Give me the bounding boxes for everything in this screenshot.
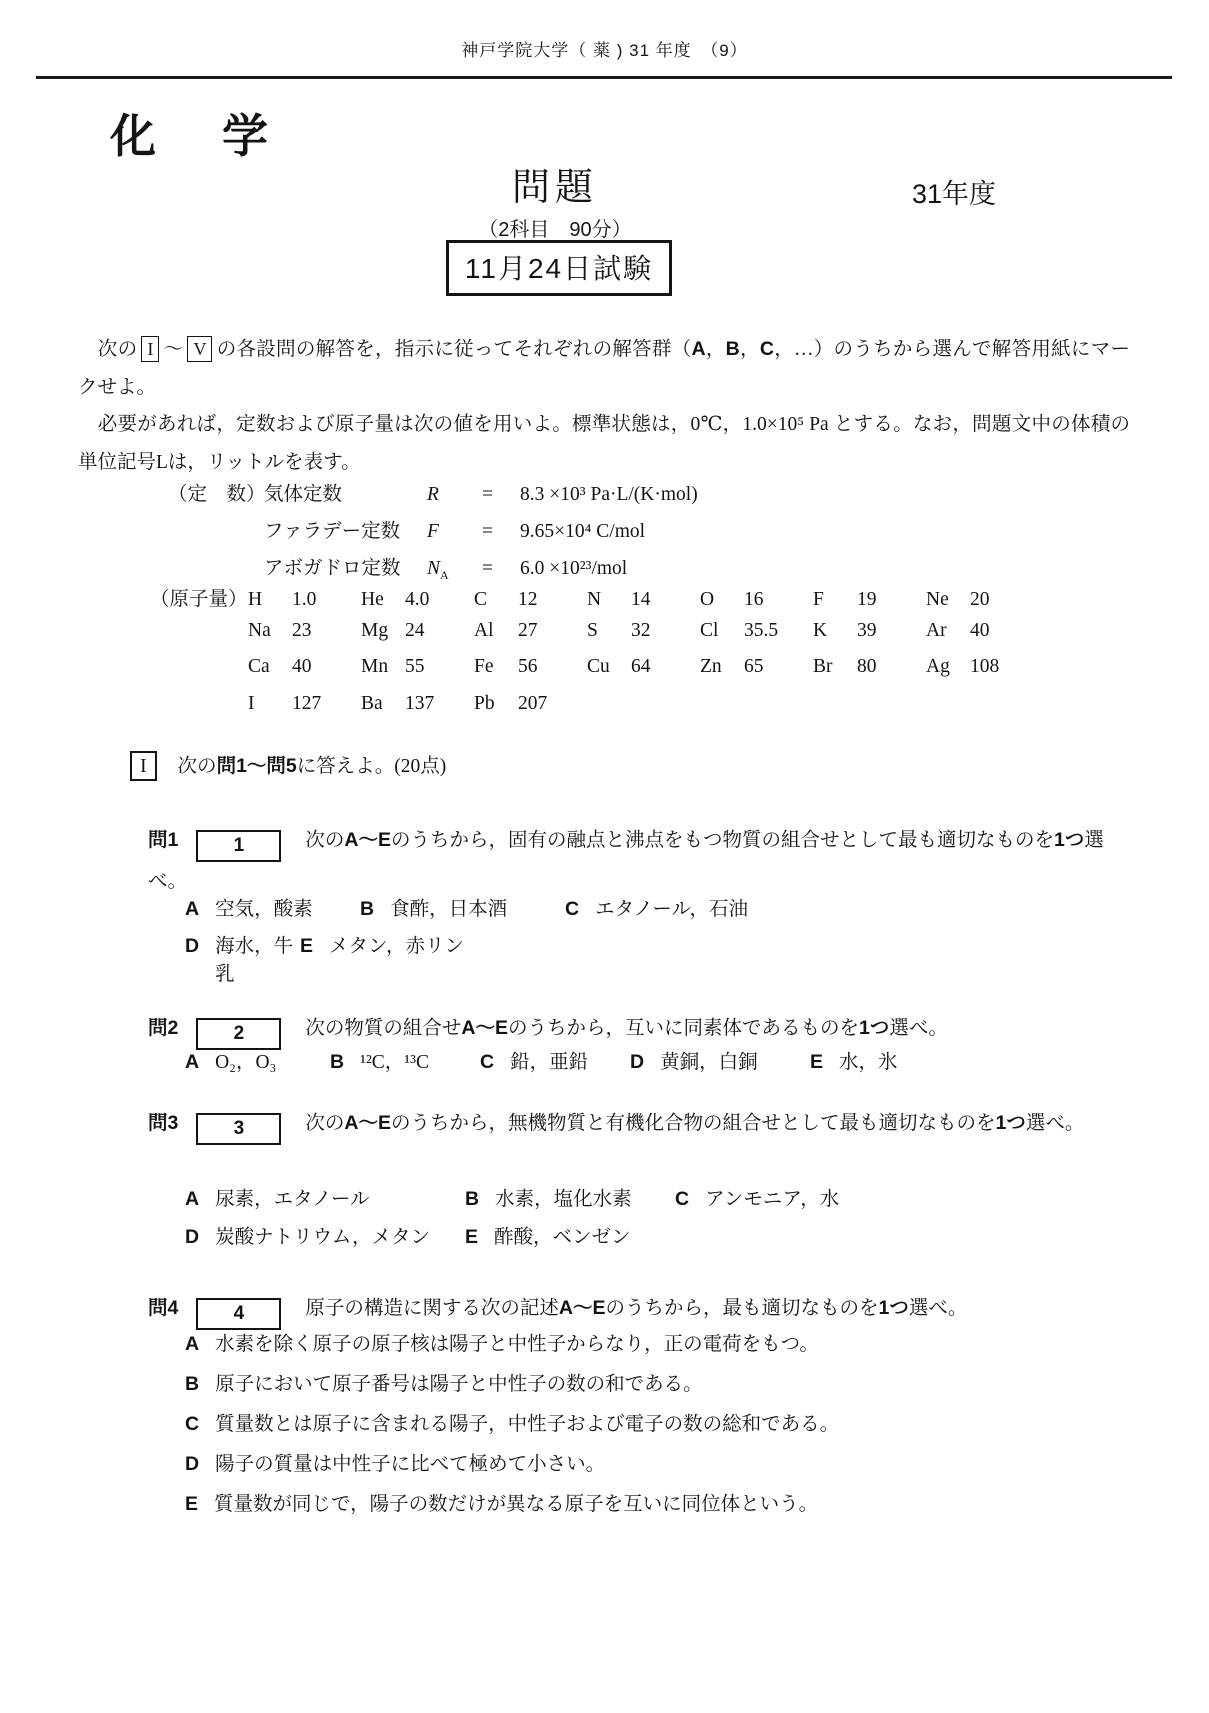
choice-key: C: [565, 898, 580, 920]
intro-paragraph-1: [78, 330, 1130, 407]
atomic-weights-label: （原子量）: [150, 589, 248, 610]
question-4: [148, 1288, 1104, 1330]
choice-key: C: [675, 1188, 690, 1210]
text-segment: A～E: [344, 829, 391, 851]
atomic-weight-cell: [361, 656, 474, 678]
atomic-weight-cell: [926, 589, 1039, 611]
text-segment: 1つ: [995, 1112, 1026, 1134]
constant-symbol-letter: F: [427, 521, 439, 542]
choice-key: B: [185, 1373, 200, 1395]
question-3-choices-row-2: [185, 1221, 631, 1249]
choice-key: E: [810, 1051, 824, 1073]
question-3-answer-number: 3: [233, 1118, 245, 1139]
choice-key: A: [185, 1051, 200, 1073]
atomic-weight-cell: [700, 589, 813, 611]
element-symbol: He: [361, 589, 384, 610]
choice-text: 空気，酸素: [215, 899, 313, 920]
date-box-wrap: [0, 240, 1118, 296]
choice-option: [480, 1046, 630, 1074]
subject-title: 化 学: [110, 110, 278, 162]
question-2-answer-number: 2: [233, 1023, 245, 1044]
section-1-heading: [130, 750, 446, 781]
constant-row: [168, 478, 698, 515]
choice-text: 水，氷: [839, 1052, 898, 1073]
element-symbol: Al: [474, 619, 494, 641]
constant-value: 9.65×10⁴ C/mol: [520, 521, 646, 542]
choice-text: 水素を除く原子の原子核は陽子と中性子からなり，正の電荷をもつ。: [215, 1334, 819, 1355]
text-segment: のうちから，互いに同素体であるものを: [507, 1018, 859, 1039]
text-segment: 原子の構造に関する次の記述: [305, 1298, 559, 1319]
choice-key: A: [185, 1188, 200, 1210]
question-3-answer-box: [196, 1113, 281, 1145]
element-weight: 16: [744, 589, 764, 610]
inline-numeral-box: I: [141, 336, 159, 362]
text-segment: 1つ: [878, 1297, 909, 1319]
atomic-weight-cell: [926, 656, 1039, 678]
question-4-answer-box: [196, 1298, 281, 1330]
element-weight: 56: [518, 656, 538, 677]
choice-text: 黄銅，白銅: [660, 1052, 758, 1073]
constant-symbol-sub: A: [440, 567, 449, 582]
choice-option: [185, 1221, 465, 1249]
question-2-label: 問2: [148, 1017, 179, 1039]
choice-text: メタン，赤リン: [329, 936, 464, 957]
atomic-weight-cell: [474, 589, 587, 611]
question-1-choices-row-2: [185, 930, 464, 986]
question-1: [148, 820, 1104, 902]
text-segment: 選べ。: [1025, 1113, 1085, 1134]
element-weight: 65: [744, 656, 764, 677]
text-segment: 1つ: [1053, 829, 1085, 851]
equals-sign: =: [482, 558, 493, 579]
choice-text: 水素，塩化水素: [495, 1189, 632, 1210]
element-weight: 20: [970, 589, 990, 610]
choice-text: 質量数とは原子に含まれる陽子，中性子および電子の数の総和である。: [215, 1414, 840, 1435]
element-symbol: F: [813, 589, 824, 610]
element-weight: 35.5: [744, 619, 779, 641]
atomic-weight-cell: [700, 620, 813, 642]
text-segment: 選べ。: [889, 1018, 948, 1039]
choice-text: 尿素，エタノール: [215, 1189, 370, 1210]
constant-symbol-letter: N: [427, 558, 441, 579]
choice-key: D: [185, 1453, 200, 1475]
choice-key: A: [185, 898, 200, 920]
choice-option: [630, 1046, 810, 1074]
element-weight: 64: [631, 656, 651, 677]
constants-block: [168, 478, 698, 589]
text-segment: ，: [739, 339, 760, 360]
time-info: （2科目 90分）: [478, 219, 632, 241]
element-symbol: Ca: [248, 656, 270, 677]
question-4-text: [305, 1298, 967, 1319]
text-segment: 次の: [177, 756, 217, 777]
element-weight: 127: [292, 692, 322, 714]
choice-text: ¹²C，¹³C: [360, 1052, 429, 1073]
atomic-weight-cell: [361, 620, 474, 642]
text-segment: A～E: [461, 1017, 508, 1039]
element-symbol: Ne: [926, 589, 949, 610]
constant-row: [168, 515, 698, 552]
element-weight: 39: [857, 619, 877, 641]
atomic-weight-cell: [474, 620, 587, 642]
choice-option: [185, 893, 360, 921]
choice-option: [465, 1221, 631, 1249]
atomic-weights-block: [150, 583, 1039, 729]
question-4-label: 問4: [148, 1297, 179, 1319]
element-weight: 12: [518, 589, 538, 610]
choice-text: 海水，牛乳: [215, 936, 294, 985]
element-symbol: Mn: [361, 656, 389, 677]
element-weight: 55: [405, 656, 425, 677]
atomic-weight-cell: [248, 620, 361, 642]
choice-text: 原子において原子番号は陽子と中性子の数の和である。: [215, 1374, 703, 1395]
question-3-label: 問3: [148, 1112, 179, 1134]
choice-key: D: [630, 1051, 645, 1073]
constants-label: （定 数）: [168, 484, 266, 505]
text-segment: 次の: [305, 1113, 345, 1134]
question-4-choices: [185, 1328, 839, 1528]
choice-text: 炭酸ナトリウム，メタン: [215, 1227, 430, 1248]
element-weight: 1.0: [292, 589, 317, 610]
constant-value: 8.3 ×10³ Pa·L/(K·mol): [520, 484, 698, 505]
choice-text: 食酢，日本酒: [390, 899, 508, 920]
atomic-weights-row: [150, 693, 1039, 730]
atomic-weight-cell: [926, 620, 1039, 642]
choice-text: 鉛，亜鉛: [510, 1052, 589, 1073]
constant-name: ファラデー定数: [264, 521, 401, 542]
atomic-weight-cell: [361, 589, 474, 611]
atomic-weight-cell: [248, 693, 361, 715]
choice-key: B: [360, 898, 375, 920]
atomic-weights-row: [150, 620, 1039, 657]
constant-name: 気体定数: [264, 484, 343, 505]
question-4-answer-number: 4: [233, 1303, 245, 1324]
atomic-weights-row: [150, 656, 1039, 693]
element-symbol: Cu: [587, 656, 610, 677]
element-weight: 80: [857, 656, 877, 677]
constant-symbol: [427, 558, 482, 583]
header-divider: [36, 76, 1172, 79]
choice-text: 陽子の質量は中性子に比べて極めて小さい。: [215, 1454, 606, 1475]
element-symbol: Ar: [926, 619, 947, 641]
text-segment: のうちから，最も適切なものを: [605, 1298, 879, 1319]
element-weight: 207: [518, 692, 548, 714]
choice-option: [330, 1046, 480, 1074]
element-weight: 32: [631, 619, 651, 641]
choice-key: B: [330, 1051, 345, 1073]
text-segment: 次の: [78, 339, 138, 360]
atomic-weight-cell: [813, 656, 926, 678]
constant-value: 6.0 ×10²³/mol: [520, 558, 628, 579]
choice-option: [185, 1183, 465, 1211]
choice-key: C: [480, 1051, 495, 1073]
element-weight: 27: [518, 619, 538, 641]
element-weight: 40: [970, 619, 990, 641]
text-segment: B: [725, 338, 740, 360]
choice-option: [185, 1448, 839, 1488]
question-3: [148, 1103, 1104, 1145]
element-weight: 137: [405, 692, 435, 714]
element-symbol: I: [248, 692, 255, 714]
question-2-text: [305, 1018, 948, 1039]
choice-text: アンモニア，水: [705, 1189, 840, 1210]
question-1-choices-row-1: [185, 893, 748, 921]
text-segment: 選べ。: [908, 1298, 968, 1319]
choice-text: O₂，O₃: [215, 1052, 277, 1073]
question-1-answer-number: 1: [233, 835, 245, 856]
element-symbol: Cl: [700, 619, 719, 641]
element-weight: 40: [292, 656, 312, 677]
atomic-weight-cell: [474, 693, 587, 715]
text-segment: A～E: [558, 1297, 606, 1319]
constant-name: アボガドロ定数: [264, 558, 401, 579]
element-weight: 14: [631, 589, 651, 610]
element-weight: 4.0: [405, 589, 430, 610]
constant-symbol: [427, 484, 482, 509]
text-segment: 選べ。: [148, 830, 1104, 892]
text-segment: のうちから，無機物質と有機化合物の組合せとして最も適切なものを: [390, 1113, 996, 1134]
text-segment: の各設問の解答を，指示に従ってそれぞれの解答群（: [216, 339, 692, 360]
element-symbol: Pb: [474, 692, 495, 714]
text-segment: 次の: [305, 830, 345, 851]
exam-title: 問題: [511, 167, 598, 209]
atomic-weights-row: [150, 583, 1039, 620]
element-symbol: Na: [248, 619, 271, 641]
text-segment: に答えよ。(20点): [296, 756, 447, 777]
element-weight: 23: [292, 619, 312, 641]
atomic-weight-cell: [813, 620, 926, 642]
element-symbol: H: [248, 589, 263, 610]
element-weight: 24: [405, 619, 425, 641]
element-weight: 19: [857, 589, 877, 610]
page-header: 神戸学院大学（ 薬 ) 31 年度 （9）: [461, 41, 748, 60]
text-segment: 問1～問5: [216, 755, 297, 777]
element-symbol: Br: [813, 656, 833, 677]
question-3-text: [305, 1113, 1084, 1134]
element-symbol: Mg: [361, 619, 389, 641]
intro-paragraph-2: 必要があれば，定数および原子量は次の値を用いよ。標準状態は，0℃，1.0×10⁵ Pa とする。なお，問題文中の体積の単位記号Lは，リットルを表す。: [78, 414, 1130, 473]
element-symbol: N: [587, 589, 602, 610]
atomic-weight-cell: [248, 589, 361, 611]
constant-symbol-letter: R: [427, 484, 439, 505]
choice-option: [360, 893, 565, 921]
text-segment: 1つ: [858, 1017, 890, 1039]
equals-sign: =: [482, 484, 493, 505]
text-segment: ，…）のうちから選んで解答用紙にマークせよ。: [78, 339, 1130, 398]
choice-option: [185, 1368, 839, 1408]
section-1-heading-text: [178, 756, 447, 777]
choice-text: 酢酸，ベンゼン: [494, 1227, 631, 1248]
constant-symbol: [427, 521, 482, 546]
section-1-numeral-box: I: [130, 751, 157, 781]
choice-key: E: [465, 1226, 479, 1248]
exam-date-box: 11月24日試験: [446, 240, 672, 296]
element-symbol: Zn: [700, 656, 722, 677]
question-1-label: 問1: [148, 829, 179, 851]
atomic-weight-cell: [587, 656, 700, 678]
choice-key: C: [185, 1413, 200, 1435]
text-segment: C: [759, 338, 774, 360]
text-segment: のうちから，固有の融点と沸点をもつ物質の組合せとして最も適切なものを: [390, 830, 1054, 851]
text-segment: ～: [163, 339, 184, 360]
choice-option: [185, 930, 300, 986]
choice-key: D: [185, 935, 200, 957]
choice-option: [300, 930, 464, 986]
element-symbol: S: [587, 619, 598, 641]
question-1-text: [148, 830, 1104, 892]
choice-option: [185, 1488, 839, 1528]
element-symbol: Ba: [361, 692, 383, 714]
choice-key: E: [185, 1493, 199, 1515]
element-symbol: Fe: [474, 656, 494, 677]
text-segment: 次の物質の組合せ: [305, 1018, 462, 1039]
atomic-weight-cell: [700, 656, 813, 678]
question-2-choices-row-1: [185, 1046, 898, 1074]
choice-text: エタノール，石油: [595, 899, 748, 920]
atomic-weight-cell: [248, 656, 361, 678]
choice-option: [185, 1046, 330, 1074]
atomic-weight-cell: [813, 589, 926, 611]
choice-option: [810, 1046, 898, 1074]
atomic-weight-cell: [474, 656, 587, 678]
element-symbol: C: [474, 589, 488, 610]
element-weight: 108: [970, 656, 1000, 677]
text-segment: A～E: [344, 1112, 391, 1134]
text-segment: ，: [705, 339, 726, 360]
choice-key: D: [185, 1226, 200, 1248]
choice-key: A: [185, 1333, 200, 1355]
atomic-weight-cell: [361, 693, 474, 715]
choice-option: [465, 1183, 675, 1211]
question-2: [148, 1008, 1104, 1050]
element-symbol: K: [813, 619, 828, 641]
choice-option: [675, 1183, 839, 1211]
question-1-answer-box: [196, 830, 281, 862]
atomic-weight-cell: [587, 589, 700, 611]
question-3-choices-row-1: [185, 1183, 839, 1211]
inline-numeral-box: V: [187, 336, 212, 362]
choice-option: [565, 893, 748, 921]
atomic-weight-cell: [587, 620, 700, 642]
choice-option: [185, 1408, 839, 1448]
text-segment: A: [691, 338, 706, 360]
choice-key: E: [300, 935, 314, 957]
equals-sign: =: [482, 521, 493, 542]
element-symbol: O: [700, 589, 715, 610]
choice-option: [185, 1328, 839, 1368]
choice-text: 質量数が同じで，陽子の数だけが異なる原子を互いに同位体という。: [214, 1494, 819, 1515]
element-symbol: Ag: [926, 656, 950, 677]
exam-year: 31年度: [912, 179, 997, 209]
choice-key: B: [465, 1188, 480, 1210]
